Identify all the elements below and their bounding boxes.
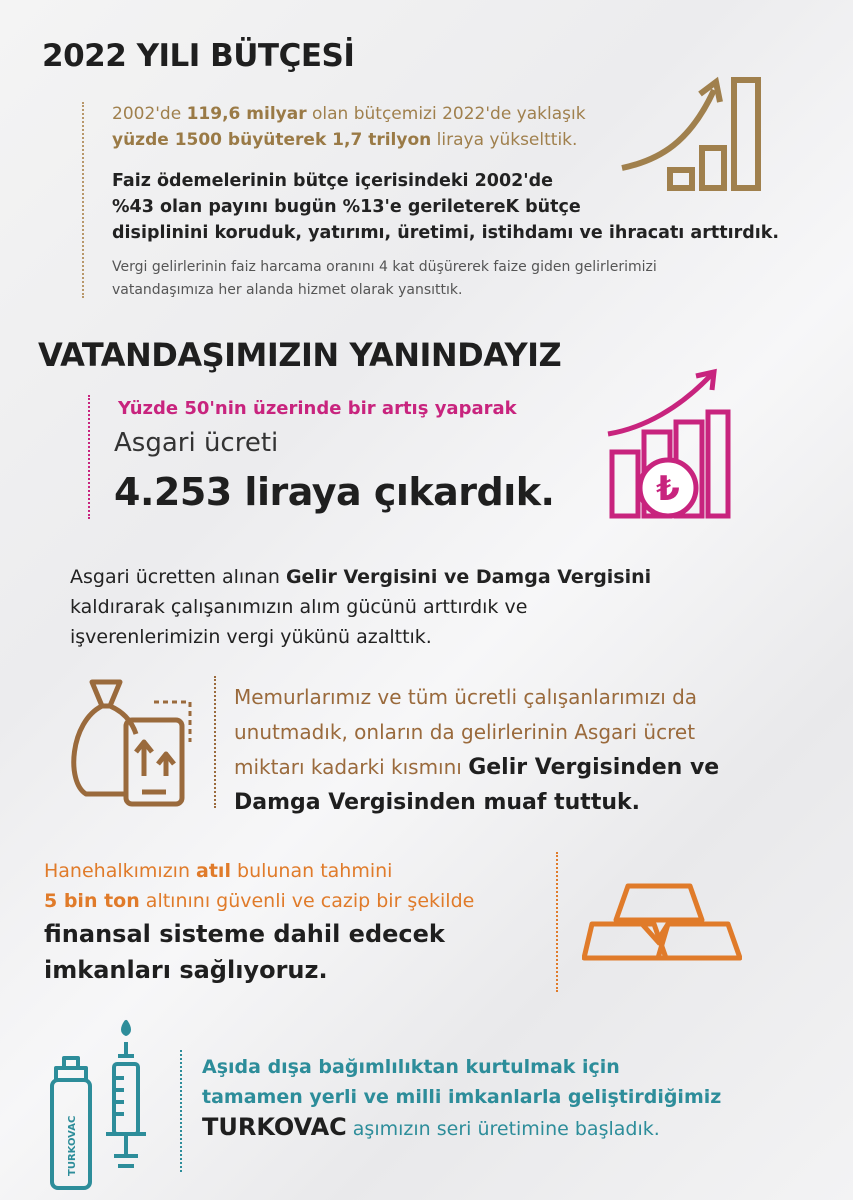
officers-line-3 bbox=[234, 750, 719, 785]
officers-text bbox=[234, 680, 719, 820]
tax-line-1b: Gelir Vergisini ve Damga Vergisini bbox=[285, 566, 652, 588]
vaccine-icon bbox=[48, 1016, 158, 1192]
gold-line-1b: atıl bbox=[196, 860, 231, 882]
gold-bars-icon bbox=[582, 880, 742, 964]
budget-line-1a: 2002'de bbox=[112, 104, 187, 124]
officers-line-2: unutmadık, onların da gelirlerinin Asgari ücret bbox=[234, 720, 696, 744]
citizen-min-wage-label: Asgari ücreti bbox=[114, 428, 279, 458]
lira-growth-icon bbox=[604, 368, 734, 528]
gold-line-2a: 5 bin ton bbox=[44, 890, 140, 912]
citizen-min-wage-value: 4.253 liraya çıkardık. bbox=[114, 470, 555, 514]
budget-line-2b: liraya yükselttik. bbox=[431, 130, 578, 150]
gold-bold-text bbox=[44, 916, 445, 988]
citizen-title: VATANDAŞIMIZIN YANINDAYIZ bbox=[38, 336, 562, 374]
vaccine-line-3 bbox=[202, 1112, 721, 1144]
budget-line-2 bbox=[112, 130, 577, 150]
budget-title: 2022 YILI BÜTÇESİ bbox=[42, 38, 355, 74]
vaccine-line-3b: aşımızın seri üretimine başladık. bbox=[346, 1118, 660, 1140]
budget-small-line-1: Vergi gelirlerinin faiz harcama oranını 4 kat düşürerek faize giden gelirlerimizi bbox=[112, 259, 657, 275]
budget-bold-line-1: Faiz ödemelerinin bütçe içerisindeki 2002'de bbox=[112, 171, 554, 191]
gold-line-1c: bulunan tahmini bbox=[230, 860, 393, 882]
tax-line-1 bbox=[70, 562, 651, 592]
gold-line-2 bbox=[44, 886, 474, 916]
budget-line-1c: olan bütçemizi 2022'de yaklaşık bbox=[306, 104, 586, 124]
budget-bold-line-2: %43 olan payını bugün %13'e geriletereK bütçe bbox=[112, 197, 581, 217]
gold-text bbox=[44, 856, 474, 916]
citizen-divider bbox=[88, 395, 90, 519]
growth-chart-icon bbox=[620, 72, 770, 200]
gold-line-4: imkanları sağlıyoruz. bbox=[44, 956, 328, 984]
officers-line-1: Memurlarımız ve tüm ücretli çalışanlarımızı da bbox=[234, 685, 698, 709]
budget-divider bbox=[82, 102, 84, 298]
budget-growth: yüzde 1500 büyüterek 1,7 trilyon bbox=[112, 130, 432, 150]
vaccine-text bbox=[202, 1052, 721, 1144]
officers-line-3b: Gelir Vergisinden ve bbox=[468, 755, 720, 780]
budget-tax-text bbox=[112, 256, 657, 302]
budget-amount-2002: 119,6 milyar bbox=[186, 104, 307, 124]
vaccine-line-1: Aşıda dışa bağımlılıktan kurtulmak için bbox=[202, 1056, 620, 1078]
budget-bold-line-3: disiplinini koruduk, yatırımı, üretimi, istihdamı ve ihracatı arttırdık. bbox=[112, 223, 780, 243]
gold-line-3: finansal sisteme dahil edecek bbox=[44, 920, 445, 948]
vaccine-brand: TURKOVAC bbox=[202, 1113, 347, 1141]
officers-line-3a: miktarı kadarki kısmını bbox=[234, 755, 469, 779]
citizen-increase-text: Yüzde 50'nin üzerinde bir artış yaparak bbox=[118, 398, 517, 419]
money-bag-phone-icon bbox=[62, 672, 198, 812]
officers-line-4: Damga Vergisinden muaf tuttuk. bbox=[234, 790, 640, 815]
vaccine-divider bbox=[180, 1050, 182, 1172]
officers-divider bbox=[214, 676, 216, 808]
gold-divider bbox=[556, 852, 558, 992]
vial-label: TURKOVAC bbox=[67, 1115, 78, 1176]
budget-line-1 bbox=[112, 104, 586, 124]
tax-text bbox=[70, 562, 651, 652]
svg-text:₺: ₺ bbox=[656, 469, 680, 509]
gold-line-1a: Hanehalkımızın bbox=[44, 860, 197, 882]
gold-line-1 bbox=[44, 856, 474, 886]
tax-line-3: işverenlerimizin vergi yükünü azalttık. bbox=[70, 626, 432, 648]
gold-line-2b: altınını güvenli ve cazip bir şekilde bbox=[139, 890, 475, 912]
budget-small-line-2: vatandaşımıza her alanda hizmet olarak yansıttık. bbox=[112, 282, 463, 298]
tax-line-1a: Asgari ücretten alınan bbox=[70, 566, 286, 588]
vaccine-line-2: tamamen yerli ve milli imkanlarla geliştirdiğimiz bbox=[202, 1086, 722, 1108]
tax-line-2: kaldırarak çalışanımızın alım gücünü arttırdık ve bbox=[70, 596, 528, 618]
